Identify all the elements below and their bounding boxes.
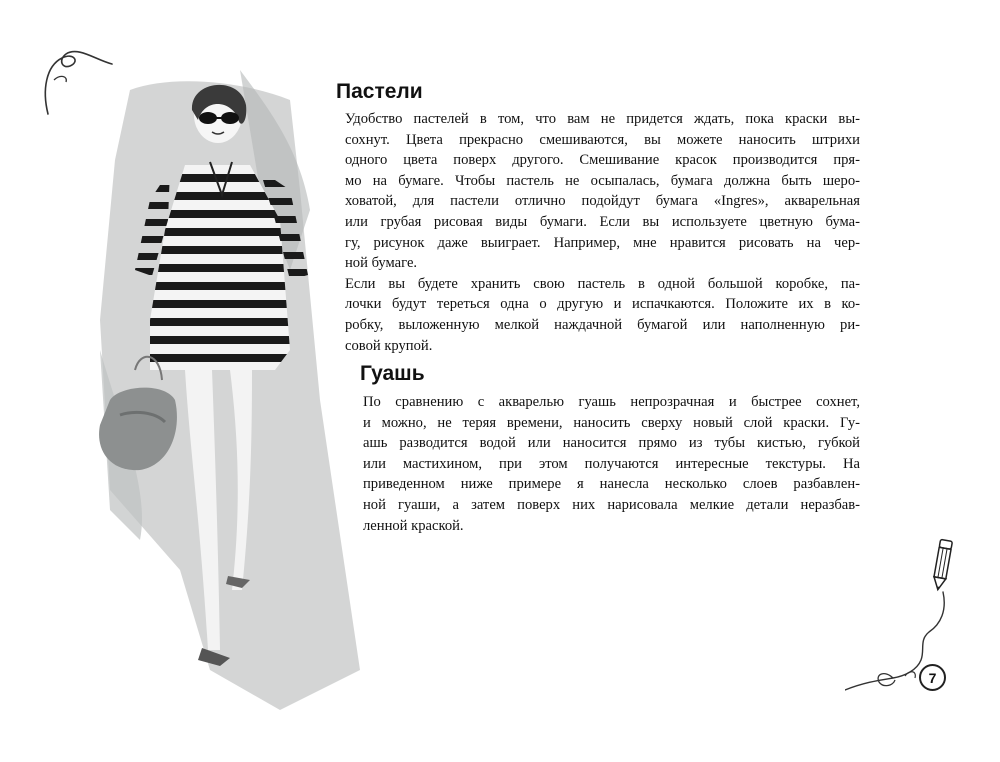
text-line: Удобство пастелей в том, что вам не придется ждать, пока краски вы-	[345, 111, 860, 127]
text-line: и можно, не теряя времени, наносить сверху новый слой краски. Гу-	[363, 414, 860, 431]
text-line: ашь разводится водой или наносится прямо из тубы кистью, губкой	[363, 435, 860, 452]
section-body-gouache	[363, 392, 860, 536]
text-line: лочки будут тереться одна о другую и испачкаются. Положите их в ко-	[345, 296, 860, 313]
text-line: совой крупой.	[345, 337, 433, 354]
text-line: одного цвета поверх другого. Смешивание красок производится пря-	[345, 152, 860, 169]
text-line: По сравнению с акварелью гуашь непрозрачная и быстрее сохнет,	[363, 394, 860, 410]
text-line: гу, рисунок даже выиграет. Например, мне нравится рисовать на чер-	[345, 234, 860, 251]
text-line: робку, выложенную мелкой наждачной бумагой или наполненную ри-	[345, 316, 860, 333]
text-line: приведенном ниже примере я нанесла несколько слоев разбавлен-	[363, 476, 860, 493]
text-line: ной бумаге.	[345, 255, 418, 272]
section-heading-gouache: Гуашь	[360, 362, 425, 385]
text-line: ной гуаши, а затем поверх них нарисовала мелкие детали неразбав-	[363, 496, 860, 513]
text-line: Если вы будете хранить свою пастель в одной большой коробке, па-	[345, 275, 860, 292]
text-line: мо на бумаге. Чтобы пастель не осыпалась, бумага должна быть шеро-	[345, 172, 860, 189]
section-heading-pastels: Пастели	[336, 80, 423, 103]
text-line: ленной краской.	[363, 517, 464, 534]
text-line: или мастихином, при этом получаются интересные текстуры. На	[363, 455, 860, 472]
page-number: 7	[919, 664, 946, 691]
fashion-illustration	[90, 70, 370, 710]
text-line: или грубая рисовая виды бумаги. Если вы используете цветную бума-	[345, 213, 860, 230]
pencil-icon	[928, 536, 956, 596]
text-line: ховатой, для пастели отлично подойдут бумага «Ingres», акварельная	[345, 193, 860, 210]
text-line: сохнут. Цвета прекрасно смешиваются, вы можете наносить штрихи	[345, 131, 860, 148]
section-body-pastels	[345, 109, 860, 356]
